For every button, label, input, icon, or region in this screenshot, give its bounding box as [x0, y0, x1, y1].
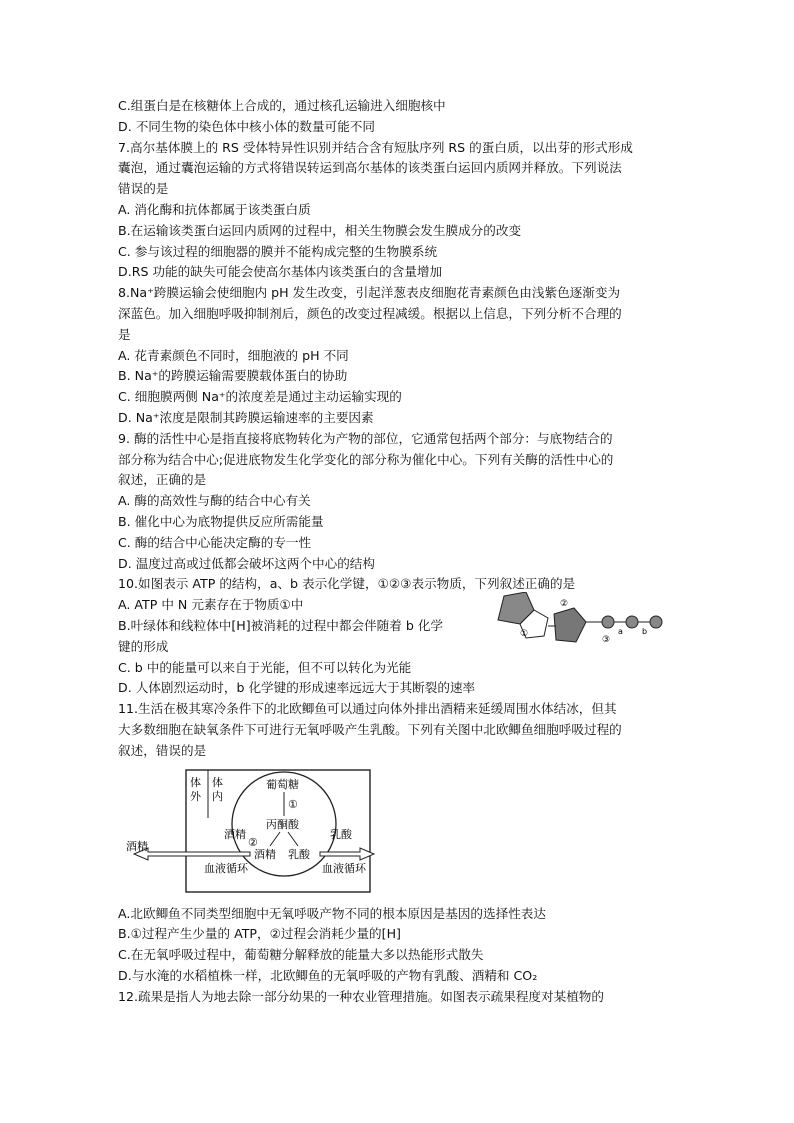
text-line: C. 酶的结合中心能决定酶的专一性: [118, 534, 312, 550]
label-3: ③: [602, 635, 611, 646]
text-line: 9. 酶的活性中心是指直接将底物转化为产物的部位，它通常包括两个部分：与底物结合的: [118, 430, 613, 446]
text-line: A. 酶的高效性与酶的结合中心有关: [118, 493, 311, 509]
label-outside-2: 外: [190, 789, 201, 803]
q11-option-line: C.在无氧呼吸过程中，葡萄糖分解释放的能量大多以热能形式散失: [118, 947, 484, 963]
label-b: b: [642, 627, 648, 637]
q10-text-line: A. ATP 中 N 元素存在于物质①中: [118, 597, 304, 613]
label-inside-1: 体: [212, 775, 223, 789]
fish-respiration-figure: [124, 766, 384, 898]
q10-text-line: 10.如图表示 ATP 的结构，a、b 表示化学键，①②③表示物质，下列叙述正确的是: [118, 576, 576, 592]
text-line: A. 消化酶和抗体都属于该类蛋白质: [118, 201, 311, 217]
q10-text-line: C. b 中的能量可以来自于光能，但不可以转化为光能: [118, 659, 412, 675]
text-line: C.组蛋白是在核糖体上合成的，通过核孔运输进入细胞核中: [118, 98, 446, 113]
label-ethanol-left: 酒精: [224, 827, 246, 841]
label-blood-left: 血液循环: [204, 861, 248, 875]
label-inside-2: 内: [212, 789, 223, 803]
q11-option-line: A.北欧鲫鱼不同类型细胞中无氧呼吸产物不同的根本原因是基因的选择性表达: [118, 905, 546, 921]
text-line: 错误的是: [118, 181, 169, 197]
text-line: B.在运输该类蛋白运回内质网的过程中，相关生物膜会发生膜成分的改变: [118, 222, 522, 238]
text-line: D. 不同生物的染色体中核小体的数量可能不同: [118, 118, 375, 134]
label-pyruvate: 丙酮酸: [266, 817, 299, 831]
atp-structure-figure: [490, 592, 670, 656]
text-line: C. 细胞膜两侧 Na⁺的浓度差是通过主动运输实现的: [118, 389, 402, 405]
text-line: 8.Na⁺跨膜运输会使细胞内 pH 发生改变，引起洋葱表皮细胞花青素颜色由浅紫色逐渐变为: [118, 285, 621, 301]
q11-option-line: D.与水淹的水稻植株一样，北欧鲫鱼的无氧呼吸的产物有乳酸、酒精和 CO₂: [118, 967, 538, 983]
question-10: [118, 574, 678, 699]
q10-text-line: B.叶绿体和线粒体中[H]被消耗的过程中都会伴随着 b 化学: [118, 617, 444, 633]
q11-stem-line: 大多数细胞在缺氧条件下可进行无氧呼吸产生乳酸。下列有关图中北欧鲫鱼细胞呼吸过程的: [118, 721, 622, 737]
text-line: 叙述，正确的是: [118, 472, 207, 488]
question-11-stem: [118, 699, 678, 761]
label-step-2: ②: [248, 835, 258, 849]
text-line: 是: [118, 326, 131, 342]
q11-option-line: B.①过程产生少量的 ATP，②过程会消耗少量的[H]: [118, 926, 401, 942]
label-lactate-inside: 乳酸: [288, 847, 310, 861]
label-outside-1: 体: [190, 775, 201, 789]
label-glucose: 葡萄糖: [266, 777, 299, 791]
q10-text-line: D. 人体剧烈运动时，b 化学键的形成速率远远大于其断裂的速率: [118, 680, 476, 696]
label-ethanol-inside: 酒精: [254, 847, 276, 861]
text-line: C. 参与该过程的细胞器的膜并不能构成完整的生物膜系统: [118, 243, 438, 259]
question-block-6-9: [118, 96, 678, 574]
text-line: 深蓝色。加入细胞呼吸抑制剂后，颜色的改变过程减缓。根据以上信息，下列分析不合理的: [118, 305, 622, 321]
q11-stem-line: 叙述，错误的是: [118, 742, 207, 758]
label-2: ②: [560, 599, 569, 610]
question-11-options: [118, 904, 678, 1008]
label-1: ①: [520, 629, 529, 640]
label-a: a: [618, 627, 623, 637]
label-lactate-right: 乳酸: [330, 827, 352, 841]
exam-page: [118, 96, 678, 1007]
label-step-1: ①: [288, 797, 298, 811]
text-line: D. Na⁺浓度是限制其跨膜运输速率的主要因素: [118, 409, 374, 425]
text-line: A. 花青素颜色不同时，细胞液的 pH 不同: [118, 347, 349, 363]
text-line: B. Na⁺的跨膜运输需要膜载体蛋白的协助: [118, 368, 348, 384]
text-line: 部分称为结合中心;促进底物发生化学变化的部分称为催化中心。下列有关酶的活性中心的: [118, 451, 614, 467]
label-ethanol-outside: 酒精: [126, 839, 148, 853]
text-line: D.RS 功能的缺失可能会使高尔基体内该类蛋白的含量增加: [118, 264, 443, 280]
text-line: 7.高尔基体膜上的 RS 受体特异性识别并结合含有短肽序列 RS 的蛋白质，以出芽的形式形成: [118, 139, 633, 155]
text-line: B. 催化中心为底物提供反应所需能量: [118, 513, 324, 529]
q11-stem-line: 11.生活在极其寒冷条件下的北欧鲫鱼可以通过向体外排出酒精来延缓周围水体结冰，但其: [118, 701, 617, 717]
text-line: 囊泡，通过囊泡运输的方式将错误转运到高尔基体的该类蛋白运回内质网并释放。下列说法: [118, 160, 622, 176]
q10-text-line: 键的形成: [118, 638, 169, 654]
q11-option-line: 12.疏果是指人为地去除一部分幼果的一种农业管理措施。如图表示疏果程度对某植物的: [118, 988, 604, 1004]
label-blood-right: 血液循环: [322, 861, 366, 875]
text-line: D. 温度过高或过低都会破坏这两个中心的结构: [118, 555, 375, 571]
